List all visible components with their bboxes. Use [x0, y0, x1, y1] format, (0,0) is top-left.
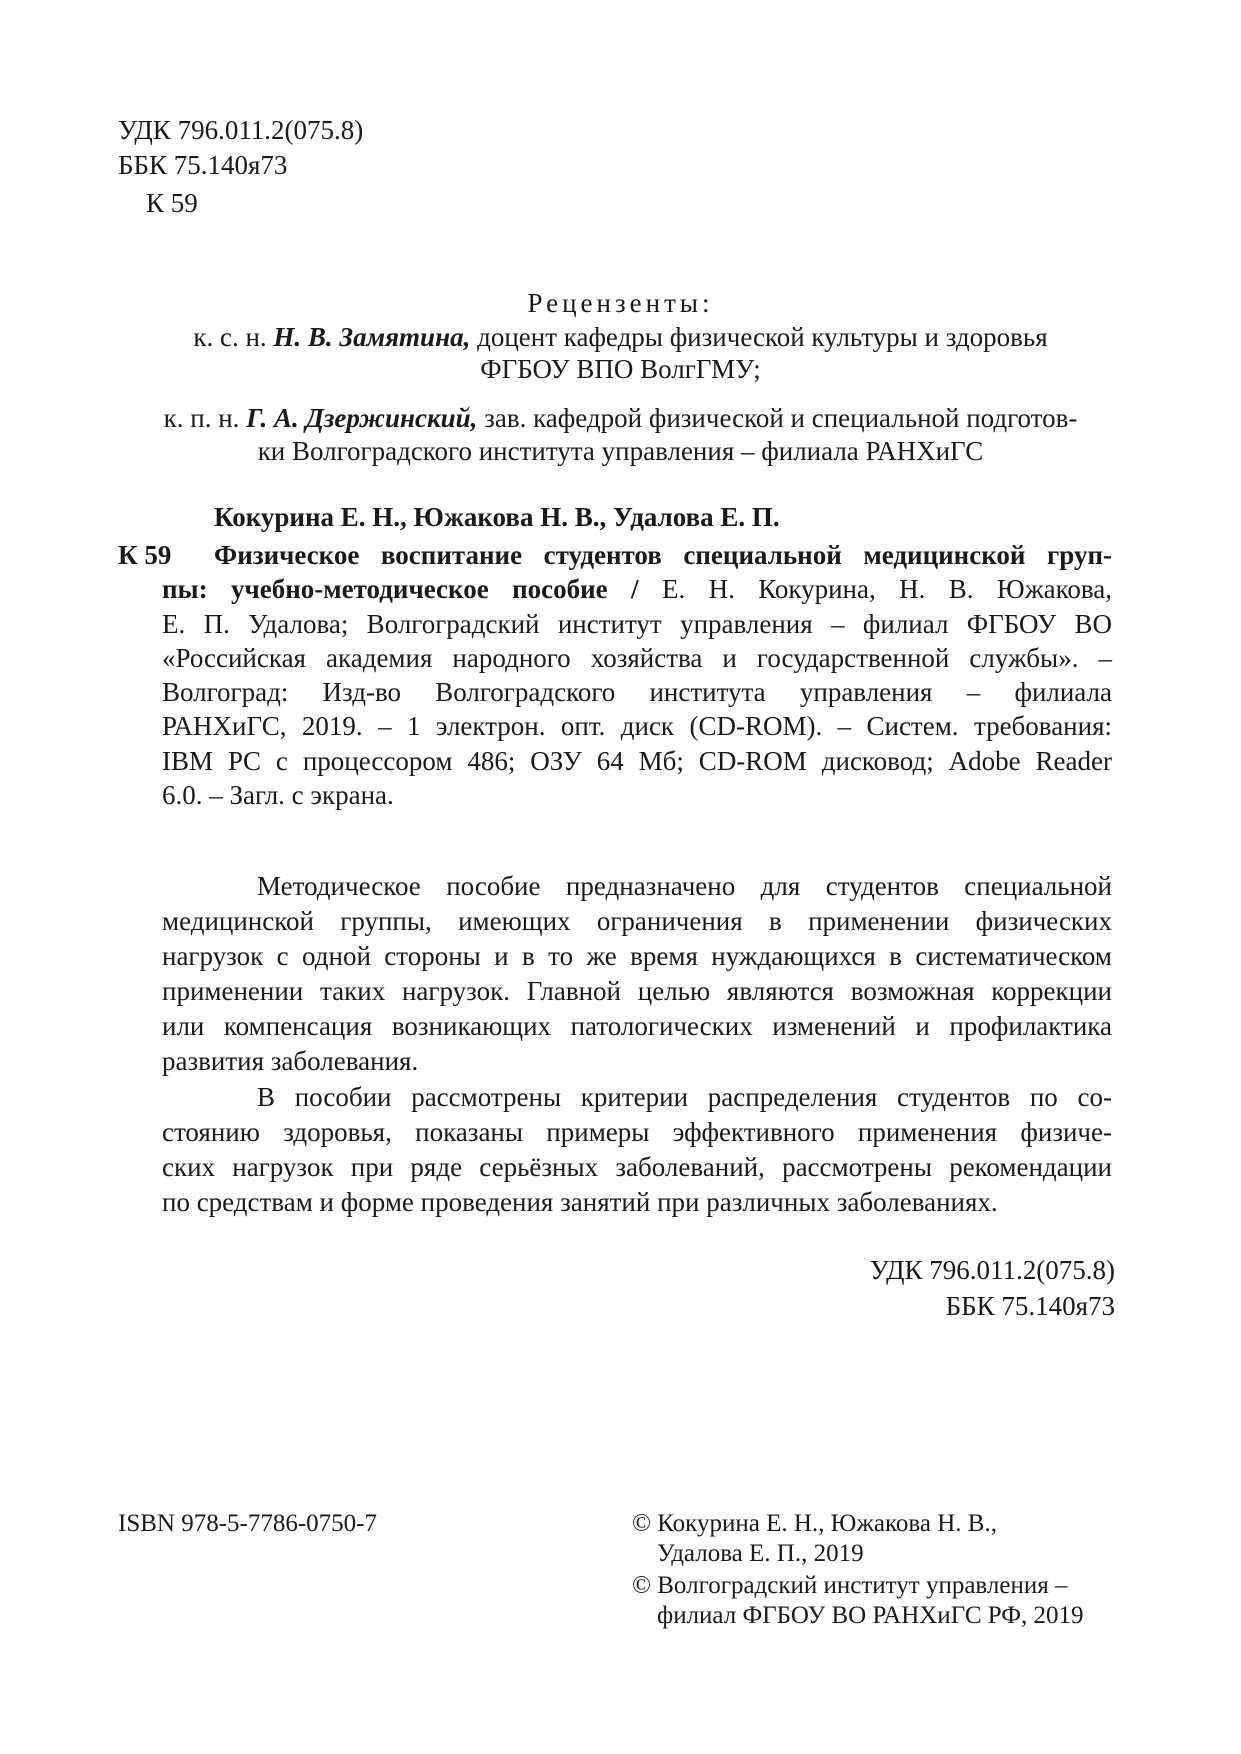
reviewer-2-affiliation: ки Волгоградского института управления – филиала РАНХиГС: [257, 436, 984, 466]
reviewer-1-affiliation: ФГБОУ ВПО ВолгГМУ;: [480, 354, 761, 384]
annotation-line: по средствам и форме проведения занятий при различных заболеваниях.: [162, 1186, 998, 1217]
udk-code: УДК 796.011.2(075.8): [118, 115, 364, 145]
reviewer-2: [0, 403, 1241, 434]
record-mark: К 59: [118, 540, 172, 570]
record-line: Волгоград: Изд-во Волгоградского института управления – филиала: [162, 677, 1112, 708]
annotation-line: нагрузок с одной стороны и в то же время нуждающихся в систематическом: [162, 941, 1112, 972]
annotation-line: или компенсация возникающих патологических изменений и профилактика: [162, 1011, 1112, 1042]
udk-code-bottom: УДК 796.011.2(075.8): [869, 1255, 1115, 1285]
reviewer-1: [0, 322, 1241, 353]
annotation-line: В пособии рассмотрены критерии распределения студентов по со-: [257, 1081, 1112, 1112]
annotation-line: медицинской группы, имеющих ограничения в применении физических: [162, 906, 1112, 937]
annotation-line: применении таких нагрузок. Главной целью являются возможная коррекции: [162, 976, 1112, 1007]
record-line: 6.0. – Загл. с экрана.: [162, 780, 394, 811]
annotation-line: Методическое пособие предназначено для студентов специальной: [257, 871, 1112, 901]
record-line: IBM PC с процессором 486; ОЗУ 64 Мб; CD-ROM дисковод; Adobe Reader: [162, 745, 1112, 776]
reviewer-1-name: Н. В. Замятина,: [273, 322, 471, 352]
copyright-authors-cont: Удалова Е. П., 2019: [657, 1540, 864, 1567]
authors-heading: Кокурина Е. Н., Южакова Н. В., Удалова Е. П.: [214, 502, 780, 532]
copyright-authors: © Кокурина Е. Н., Южакова Н. В.,: [632, 1510, 997, 1537]
annotation-line: ских нагрузок при ряде серьёзных заболеваний, рассмотрены рекомендации: [162, 1151, 1112, 1182]
copyright-institute-cont: филиал ФГБОУ ВО РАНХиГС РФ, 2019: [657, 1602, 1084, 1629]
record-line: РАНХиГС, 2019. – 1 электрон. опт. диск (CD-ROM). – Систем. требования:: [162, 711, 1112, 742]
reviewer-1-position: доцент кафедры физической культуры и здоровья: [477, 322, 1048, 352]
record-line: пы: учебно-методическое пособие / Е. Н. Кокурина, Н. В. Южакова,: [162, 574, 1112, 605]
bbk-code-bottom: ББК 75.140я73: [945, 1291, 1115, 1321]
record-line: Физическое воспитание студентов специальной медицинской груп-: [214, 540, 1112, 570]
isbn: ISBN 978-5-7786-0750-7: [118, 1510, 378, 1537]
reviewer-1-degree: к. с. н.: [193, 322, 267, 352]
author-mark: К 59: [146, 188, 198, 218]
reviewer-2-degree: к. п. н.: [163, 403, 240, 433]
bibliographic-record: [162, 540, 1112, 814]
annotation-line: стоянию здоровья, показаны примеры эффективного применения физиче-: [162, 1116, 1112, 1147]
copyright-institute: © Волгоградский институт управления –: [632, 1572, 1068, 1599]
reviewer-2-name: Г. А. Дзержинский,: [246, 403, 478, 433]
record-line: Е. П. Удалова; Волгоградский институт управления – филиал ФГБОУ ВО: [162, 608, 1112, 639]
reviewer-2-position: зав. кафедрой физической и специальной подготов-: [484, 403, 1078, 433]
record-line: «Российская академия народного хозяйства и государственной службы». –: [162, 642, 1112, 673]
annotation: [162, 871, 1112, 1222]
reviewers-heading: Рецензенты:: [527, 288, 714, 318]
bbk-code: ББК 75.140я73: [118, 150, 288, 180]
annotation-line: развития заболевания.: [162, 1046, 419, 1077]
